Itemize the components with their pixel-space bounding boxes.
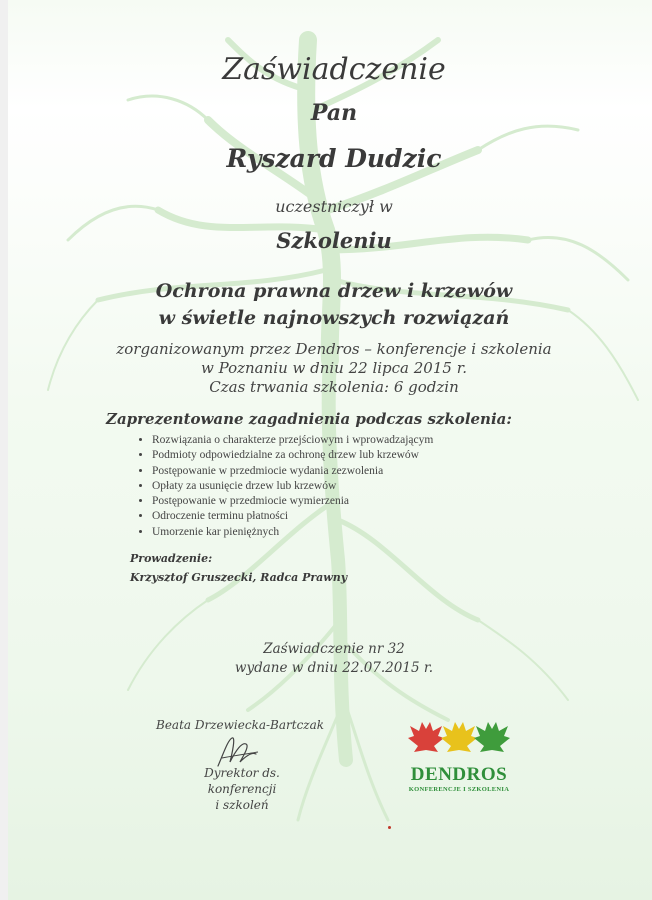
lead-label: Prowadzenie: [130,552,213,565]
list-item: • Postępowanie w przedmiocie wydania zezwolenia [152,464,433,479]
certificate-number: Zaświadczenie nr 32 [263,641,405,657]
salutation: Pan [310,100,358,126]
event-type: Szkoleniu [276,228,392,253]
certificate-title: Zaświadczenie [222,52,446,87]
organizer-line: zorganizowanym przez Dendros – konferencje i szkolenia [116,340,552,358]
ink-dot [388,826,391,829]
duration-line: Czas trwania szkolenia: 6 godzin [209,378,459,396]
list-item: • Odroczenie terminu płatności [152,509,433,524]
role-line-2: i szkoleń [215,798,269,812]
topic-line-1: Ochrona prawna drzew i krzewów [155,280,513,302]
list-item: • Postępowanie w przedmiocie wymierzenia [152,494,433,509]
issuance-info [8,640,652,678]
recipient-name: Ryszard Dudzic [226,144,442,173]
brand-tagline: KONFERENCJE I SZKOLENIA [408,786,510,793]
list-item: • Umorzenie kar pieniężnych [152,525,433,540]
training-topic [8,278,652,332]
maple-leaves-logo-icon [404,716,514,766]
participation-text: uczestniczył w [275,197,393,216]
issue-date: wydane w dniu 22.07.2015 r. [234,660,434,676]
issues-heading: Zaprezentowane zagadnienia podczas szkolenia: [106,410,512,428]
lead-name: Krzysztof Gruszecki, Radca Prawny [130,571,348,584]
list-item: • Podmioty odpowiedzialne za ochronę drzew lub krzewów [152,448,433,463]
training-details [8,340,652,397]
signatory-role [168,765,316,813]
signatory-name: Beata Drzewiecka-Bartczak [156,718,325,732]
place-date-line: w Poznaniu w dniu 22 lipca 2015 r. [200,359,467,377]
role-line-1: Dyrektor ds. konferencji [204,766,280,796]
list-item: • Rozwiązania o charakterze przejściowym i wprowadzającym [152,433,433,448]
brand-name: DENDROS [410,764,508,785]
topic-line-2: w świetle najnowszych rozwiązań [158,307,510,329]
issues-list [130,433,433,540]
list-item: • Opłaty za usunięcie drzew lub krzewów [152,479,433,494]
